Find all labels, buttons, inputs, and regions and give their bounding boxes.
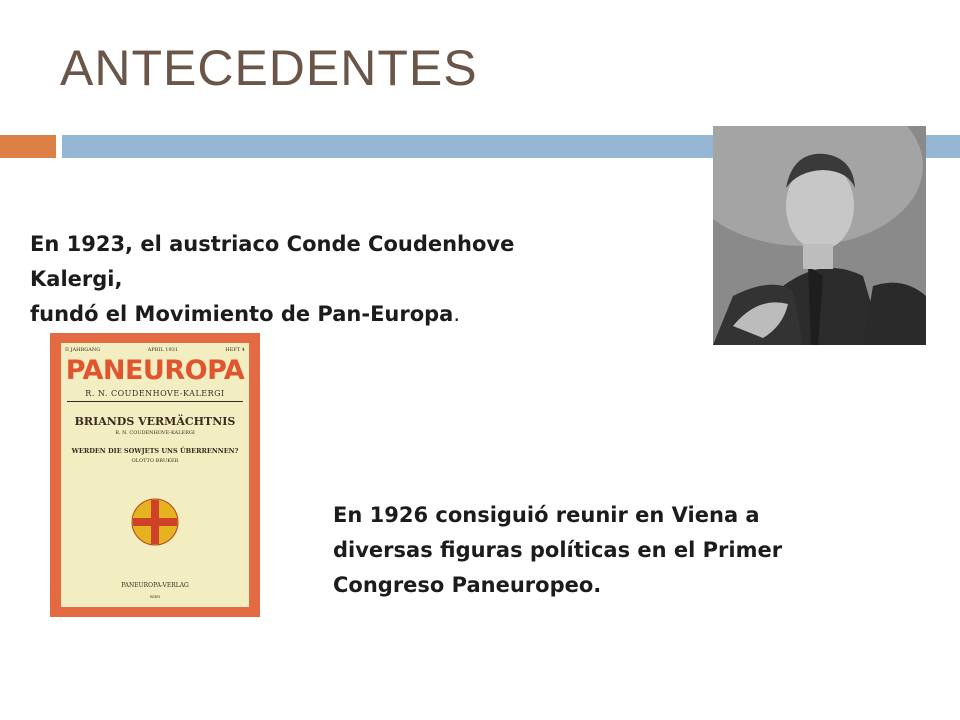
magazine-divider	[67, 401, 243, 402]
paragraph-1926-line-2: diversas figuras políticas en el Primer	[333, 538, 783, 562]
magazine-title: PANEUROPA	[65, 355, 245, 386]
paragraph-1926-line-1: En 1926 consiguió reunir en Viena a	[333, 503, 760, 527]
paragraph-1923-line-2: Kalergi,	[30, 267, 123, 291]
magazine-header-left: II JAHRGANG	[65, 347, 101, 353]
magazine-author: R. N. COUDENHOVE-KALERGI	[85, 389, 225, 398]
magazine-header-right: HEFT 4	[225, 347, 245, 353]
magazine-subline-1: R. N. COUDENHOVE-KALERGI	[115, 430, 195, 436]
paragraph-1926	[333, 498, 853, 603]
magazine-subline-2: OLOTTO BRUKER	[131, 458, 179, 464]
title-accent-bar-orange	[0, 135, 56, 158]
magazine-headline: BRIANDS VERMÄCHTNIS	[74, 415, 236, 428]
magazine-header	[65, 347, 245, 353]
paragraph-1923-line-3-period: .	[453, 302, 461, 326]
portrait-photo	[713, 126, 926, 345]
magazine-publisher: PANEUROPA-VERLAG	[121, 582, 189, 589]
magazine-header-center: APRIL 1931	[147, 347, 179, 353]
paragraph-1923-line-1: En 1923, el austriaco Conde Coudenhove	[30, 232, 515, 256]
paragraph-1923	[30, 227, 630, 332]
paragraph-1926-line-3: Congreso Paneuropeo.	[333, 573, 602, 597]
portrait-image	[713, 126, 926, 345]
paragraph-1923-line-3	[30, 297, 630, 332]
paneuropa-cross-emblem-icon	[131, 498, 179, 546]
magazine-headline-2: WERDEN DIE SOWJETS UNS ÜBERRENNEN?	[71, 447, 239, 455]
paneuropa-magazine-cover	[50, 333, 260, 617]
slide-title: ANTECEDENTES	[60, 40, 478, 96]
magazine-publisher-city: WIEN	[149, 595, 161, 599]
magazine-cover-inner	[61, 343, 249, 607]
paragraph-1923-line-3-text: fundó el Movimiento de Pan-Europa	[30, 302, 454, 326]
